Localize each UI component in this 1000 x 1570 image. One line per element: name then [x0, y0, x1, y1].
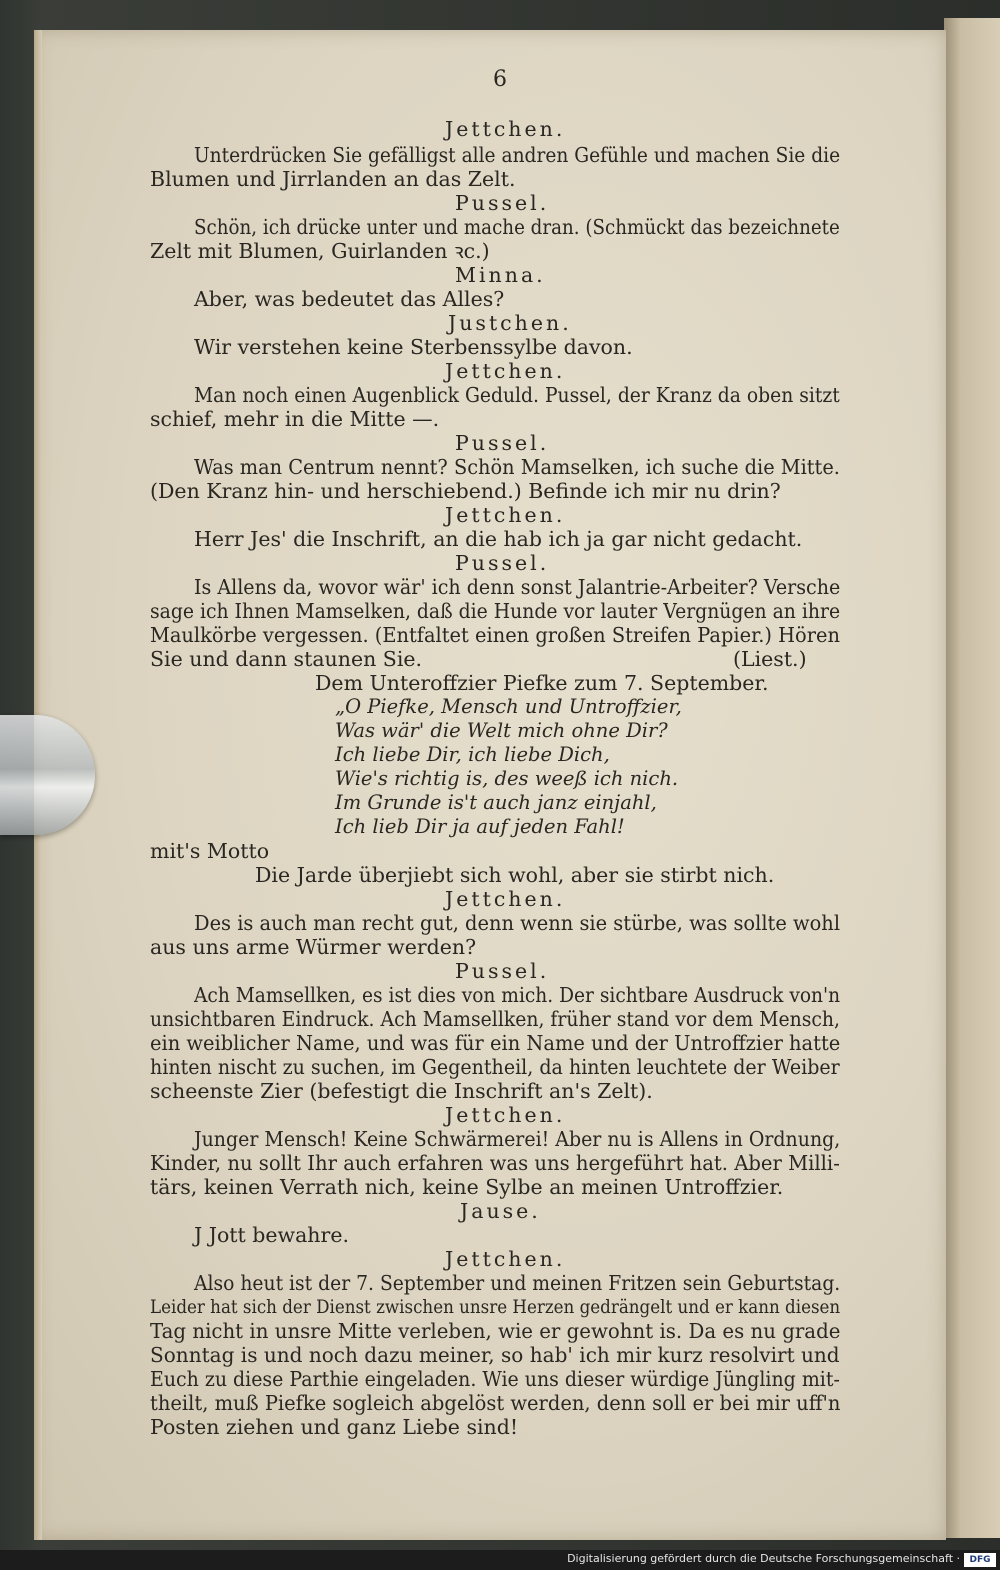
speaker-name: Jettchen. [445, 117, 566, 141]
text-line: Unterdrücken Sie gefälligst alle andren Gefühle und machen Sie die [194, 143, 841, 167]
text-line: Was man Centrum nennt? Schön Mamselken, ich suche die Mitte. [194, 455, 840, 479]
speaker-name: Jause. [460, 1199, 541, 1223]
speaker-name: Jettchen. [445, 1103, 566, 1127]
text-line: Is Allens da, wovor wär' ich denn sonst Jalantrie-Arbeiter? Versche [194, 575, 841, 599]
next-page-edge [944, 18, 1000, 1538]
text-line: hinten nischt zu suchen, im Gegentheil, da hinten leuchtete der Weiber [150, 1055, 840, 1079]
text-line: aus uns arme Würmer werden? [150, 935, 477, 959]
text-line: Also heut ist der 7. September und meinen Fritzen sein Geburtstag. [194, 1271, 841, 1295]
speaker-name: Justchen. [448, 311, 572, 335]
text-line: Ach Mamsellken, es ist dies von mich. Der sichtbare Ausdruck von'n [194, 983, 841, 1007]
page-number: 6 [493, 67, 507, 92]
text-line: Maulkörbe vergessen. (Entfaltet einen großen Streifen Papier.) Hören [150, 623, 840, 647]
text-line: scheenste Zier (befestigt die Inschrift an's Zelt). [150, 1079, 653, 1103]
text-line: Wir verstehen keine Sterbenssylbe davon. [194, 335, 633, 359]
speaker-name: Jettchen. [445, 887, 566, 911]
text-line: Tag nicht in unsre Mitte verleben, wie er gewohnt is. Da es nu grade [150, 1319, 841, 1343]
footer-credit: Digitalisierung gefördert durch die Deutsche Forschungsgemeinschaft · [567, 1552, 960, 1565]
speaker-name: Pussel. [455, 191, 550, 215]
motto-line: Die Jarde überjiebt sich wohl, aber sie stirbt nich. [255, 863, 775, 887]
stage-direction: (Liest.) [733, 647, 807, 671]
speaker-name: Pussel. [455, 959, 550, 983]
text-line: Des is auch man recht gut, denn wenn sie stürbe, was sollte wohl [194, 911, 841, 935]
text-line: Sie und dann staunen Sie. [150, 647, 423, 671]
text-line: Euch zu diese Parthie eingeladen. Wie uns dieser würdige Jüngling mit- [150, 1367, 840, 1391]
speaker-name: Minna. [455, 263, 546, 287]
text-line: mit's Motto [150, 839, 270, 863]
text-line: Zelt mit Blumen, Guirlanden ꝛc.) [150, 239, 490, 263]
speaker-name: Jettchen. [445, 359, 566, 383]
text-line: (Den Kranz hin- und herschiebend.) Befinde ich mir nu drin? [150, 479, 781, 503]
speaker-name: Pussel. [455, 551, 550, 575]
verse-line: Wie's richtig is, des weeß ich nich. [335, 767, 679, 790]
speaker-name: Jettchen. [445, 503, 566, 527]
verse-line: Im Grunde is't auch janz einjahl, [335, 791, 657, 814]
text-line: unsichtbaren Eindruck. Ach Mamsellken, früher stand vor dem Mensch, [150, 1007, 841, 1031]
text-line: Aber, was bedeutet das Alles? [194, 287, 505, 311]
text-line: Leider hat sich der Dienst zwischen unsre Herzen gedrängelt und er kann diesen [150, 1296, 841, 1318]
verse-line: Ich lieb Dir ja auf jeden Fahl! [335, 815, 625, 838]
text-line: Schön, ich drücke unter und mache dran. (Schmückt das bezeichnete [194, 215, 840, 239]
text-line: Junger Mensch! Keine Schwärmerei! Aber nu is Allens in Ordnung, [194, 1127, 841, 1151]
dfg-logo: DFG [964, 1553, 996, 1567]
text-line: Posten ziehen und ganz Liebe sind! [150, 1415, 519, 1439]
text-line: theilt, muß Piefke sogleich abgelöst werden, denn soll er bei mir uff'n [150, 1391, 841, 1415]
text-line: J Jott bewahre. [194, 1223, 349, 1247]
text-line: Man noch einen Augenblick Geduld. Pussel, der Kranz da oben sitzt [194, 383, 840, 407]
text-line: Kinder, nu sollt Ihr auch erfahren was uns hergeführt hat. Aber Milli- [150, 1151, 840, 1175]
text-line: Sonntag is und noch dazu meiner, so hab' ich mir kurz resolvirt und [150, 1343, 840, 1367]
verse-line: Was wär' die Welt mich ohne Dir? [335, 719, 668, 742]
text-line: Blumen und Jirrlanden an das Zelt. [150, 167, 516, 191]
speaker-name: Pussel. [455, 431, 550, 455]
footer-bar [0, 1550, 1000, 1570]
speaker-name: Jettchen. [445, 1247, 566, 1271]
verse-line: Ich liebe Dir, ich liebe Dich, [335, 743, 610, 766]
text-line: tärs, keinen Verrath nich, keine Sylbe an meinen Untroffzier. [150, 1175, 784, 1199]
text-line: Herr Jes' die Inschrift, an die hab ich ja gar nicht gedacht. [194, 527, 803, 551]
verse-line: „O Piefke, Mensch und Untroffzier, [335, 695, 682, 718]
text-line: sage ich Ihnen Mamselken, daß die Hunde vor lauter Vergnügen an ihre [150, 599, 841, 623]
poem-title: Dem Unteroffzier Piefke zum 7. September. [315, 671, 769, 695]
text-line: schief, mehr in die Mitte —. [150, 407, 440, 431]
text-line: ein weiblicher Name, und was für ein Name und der Untroffzier hatte [150, 1031, 841, 1055]
